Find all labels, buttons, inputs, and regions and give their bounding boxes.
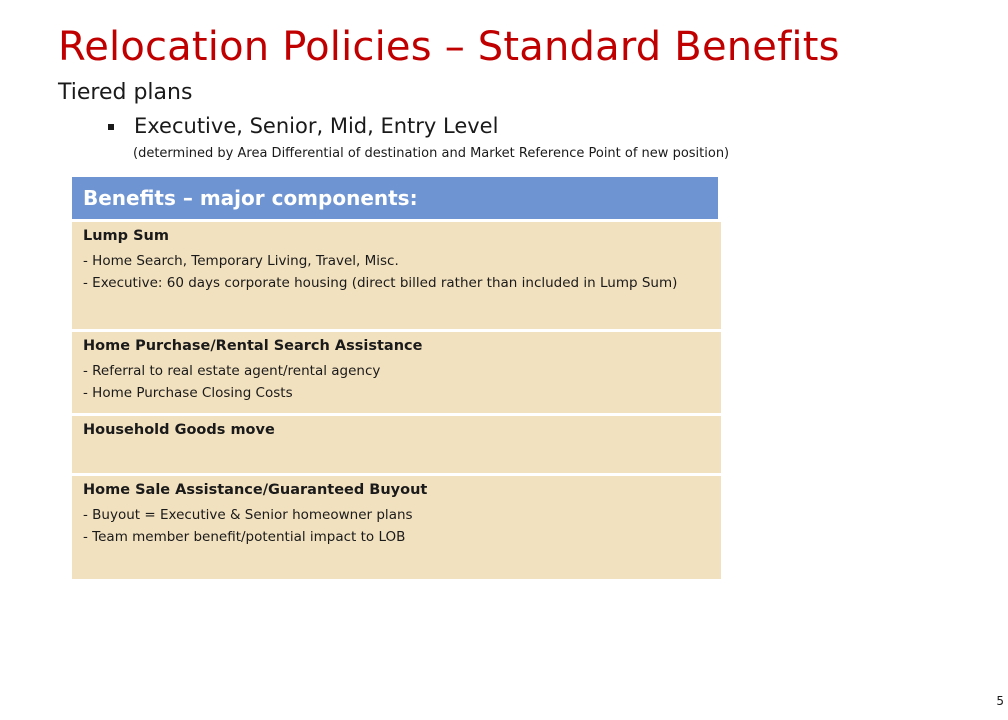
row-line: - Home Search, Temporary Living, Travel, Misc. bbox=[83, 253, 399, 269]
row-line: - Buyout = Executive & Senior homeowner plans bbox=[83, 507, 413, 523]
row-title: Lump Sum bbox=[83, 228, 169, 244]
slide-subtitle: Tiered plans bbox=[58, 80, 193, 105]
bullet-item bbox=[108, 114, 498, 138]
row-title: Home Purchase/Rental Search Assistance bbox=[83, 338, 423, 354]
table-header: Benefits – major components: bbox=[72, 177, 718, 219]
square-bullet-icon bbox=[108, 124, 114, 130]
table-row bbox=[72, 329, 721, 413]
row-line: - Executive: 60 days corporate housing (direct billed rather than included in Lump Sum) bbox=[83, 275, 678, 291]
bullet-text: Executive, Senior, Mid, Entry Level bbox=[134, 114, 499, 138]
table-row bbox=[72, 219, 721, 329]
row-line: - Team member benefit/potential impact to LOB bbox=[83, 529, 406, 545]
table-row bbox=[72, 413, 721, 473]
benefits-table bbox=[72, 177, 721, 579]
row-line: - Referral to real estate agent/rental agency bbox=[83, 363, 381, 379]
bullet-note: (determined by Area Differential of destination and Market Reference Point of new position) bbox=[133, 146, 730, 161]
slide-title: Relocation Policies – Standard Benefits bbox=[58, 24, 840, 70]
row-title: Household Goods move bbox=[83, 422, 275, 438]
page-number: 5 bbox=[996, 694, 1004, 708]
row-title: Home Sale Assistance/Guaranteed Buyout bbox=[83, 482, 428, 498]
row-line: - Home Purchase Closing Costs bbox=[83, 385, 293, 401]
table-row bbox=[72, 473, 721, 579]
